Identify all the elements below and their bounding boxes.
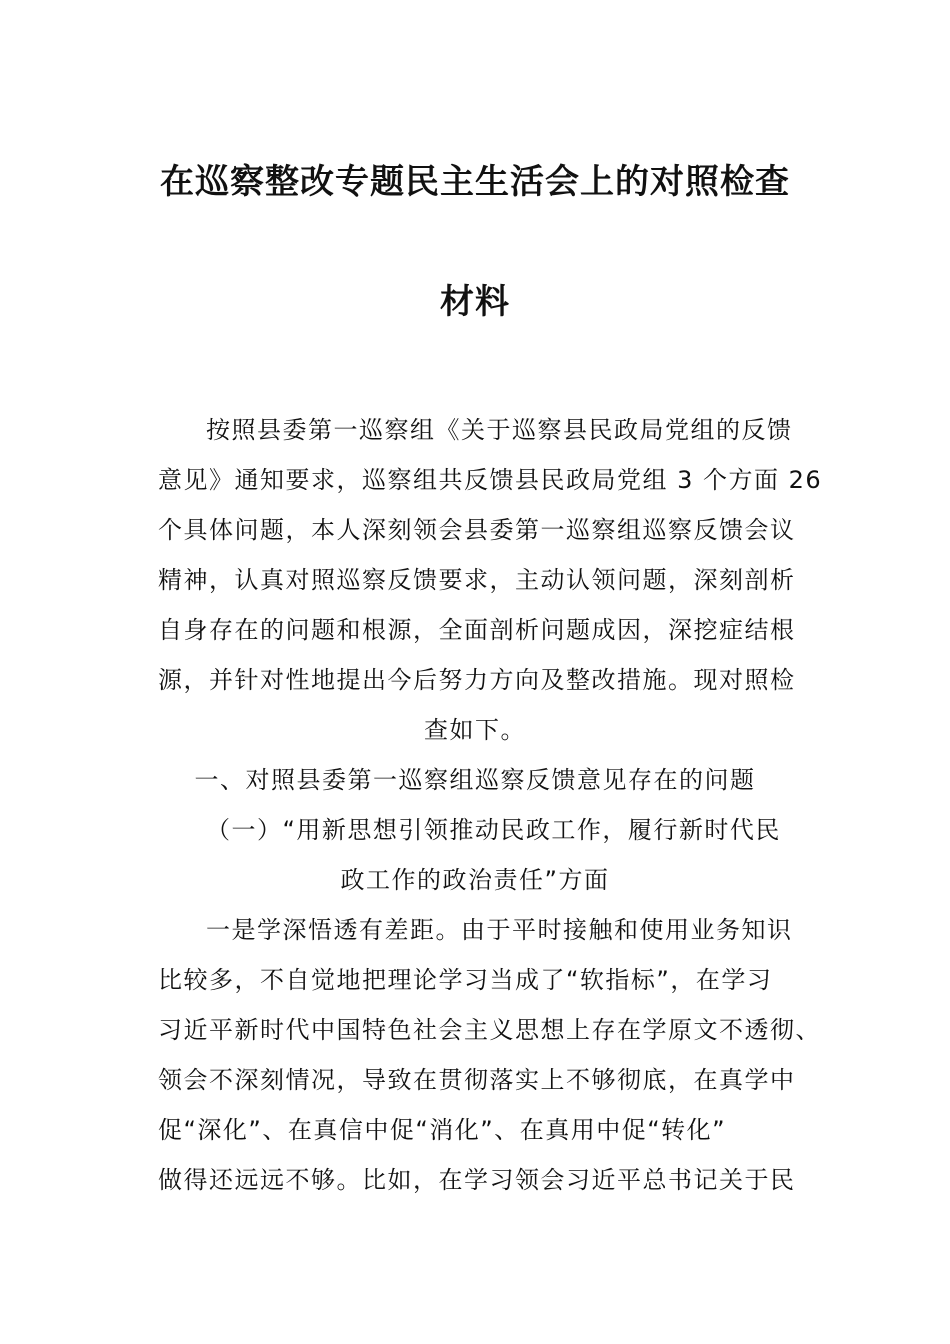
intro-paragraph-line: 自身存在的问题和根源，全面剖析问题成因，深挖症结根 [158, 616, 796, 644]
intro-paragraph-line: 源，并针对性地提出今后努力方向及整改措施。现对照检 [158, 666, 796, 694]
section-heading: 一、对照县委第一巡察组巡察反馈意见存在的问题 [194, 766, 756, 794]
body-paragraph-line: 做得还远远不够。比如，在学习领会习近平总书记关于民 [158, 1166, 796, 1194]
intro-paragraph-line: 个具体问题，本人深刻领会县委第一巡察组巡察反馈会议 [158, 516, 796, 544]
body-paragraph-line: 一是学深悟透有差距。由于平时接触和使用业务知识 [206, 916, 793, 944]
document-title-line-1: 在巡察整改专题民主生活会上的对照检查 [160, 162, 790, 202]
intro-paragraph-line: 精神，认真对照巡察反馈要求，主动认领问题，深刻剖析 [158, 566, 796, 594]
subsection-heading-line-2: 政工作的政治责任”方面 [340, 866, 610, 894]
body-paragraph-line: 促“深化”、在真信中促“消化”、在真用中促“转化” [158, 1116, 727, 1144]
intro-paragraph-line: 查如下。 [424, 716, 526, 744]
intro-paragraph-line: 按照县委第一巡察组《关于巡察县民政局党组的反馈 [206, 416, 793, 444]
document-title-line-2: 材料 [440, 282, 510, 322]
subsection-heading-line-1: （一）“用新思想引领推动民政工作，履行新时代民 [206, 816, 781, 844]
body-paragraph-line: 比较多，不自觉地把理论学习当成了“软指标”，在学习 [158, 966, 773, 994]
intro-paragraph-line: 意见》通知要求，巡察组共反馈县民政局党组 3 个方面 26 [158, 466, 823, 494]
body-paragraph-line: 习近平新时代中国特色社会主义思想上存在学原文不透彻、 [158, 1016, 821, 1044]
body-paragraph-line: 领会不深刻情况，导致在贯彻落实上不够彻底，在真学中 [158, 1066, 796, 1094]
